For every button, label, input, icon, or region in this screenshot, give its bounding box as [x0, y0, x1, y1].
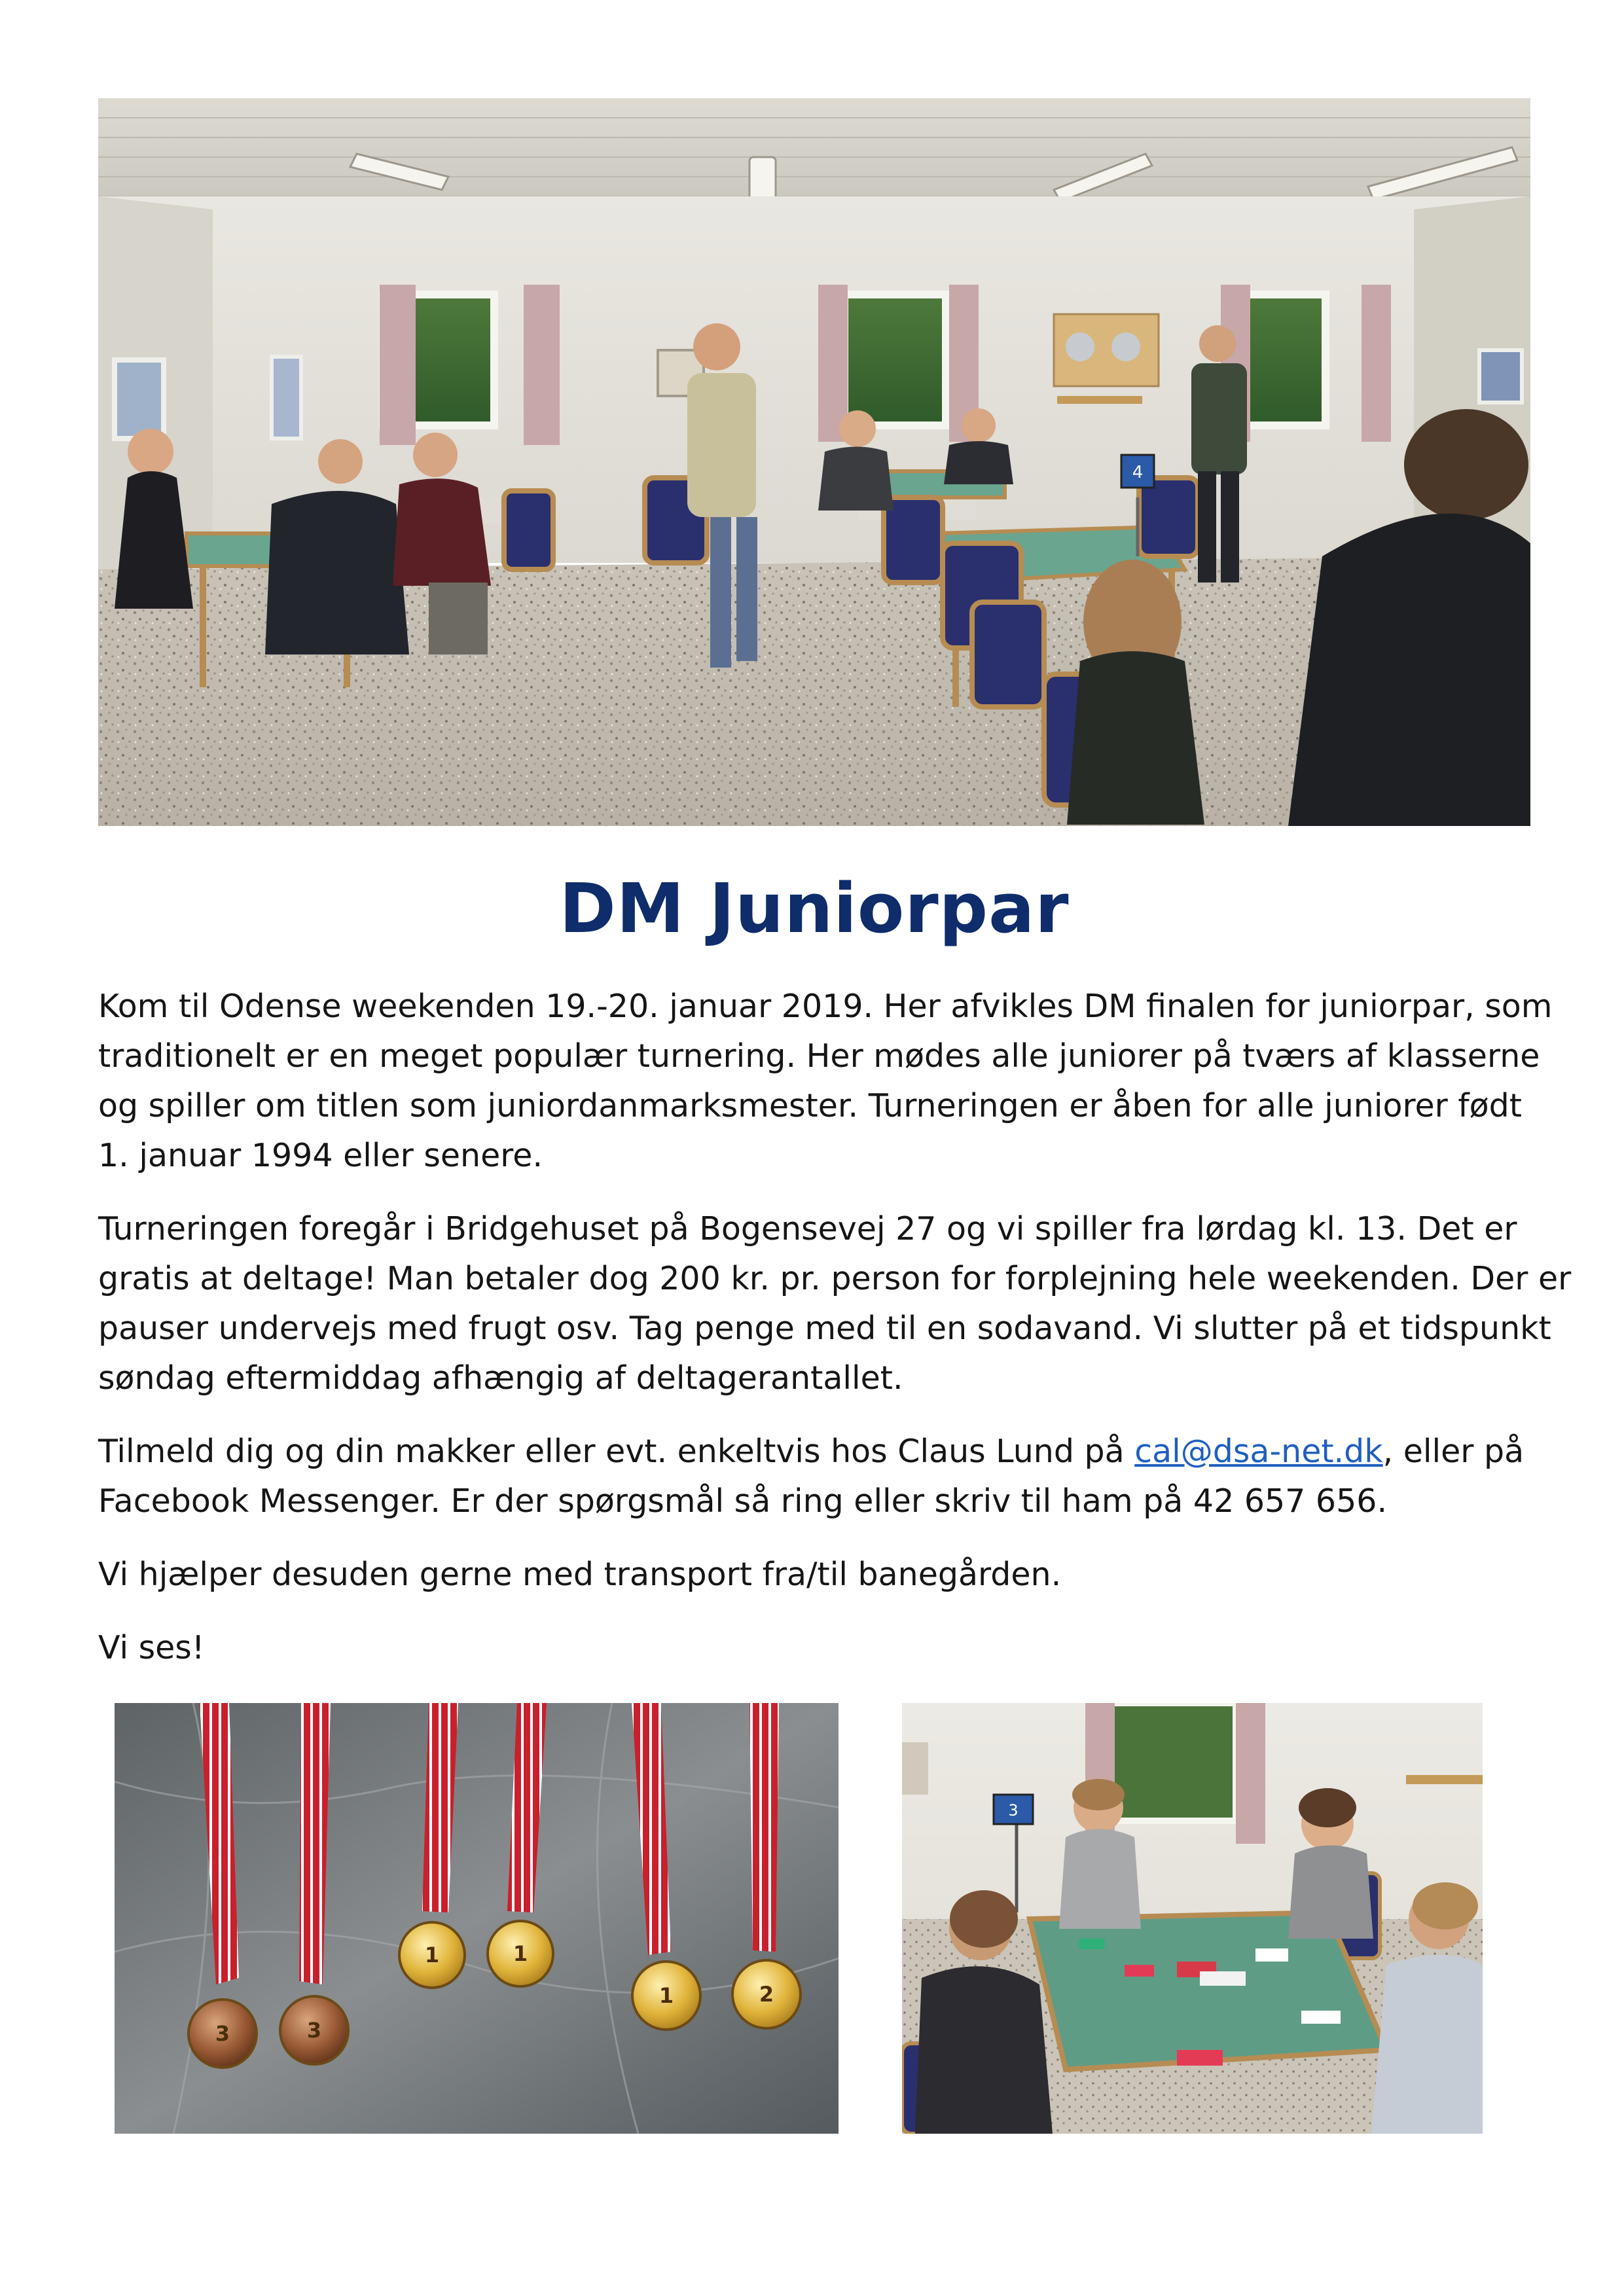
players-table-number: 3 [1008, 1801, 1019, 1820]
text-line: pauser undervejs med frugt osv. Tag penge med til en sodavand. Vi slutter på et tidspunkt [98, 1310, 1551, 1347]
email-link[interactable]: cal@dsa-net.dk [1134, 1433, 1383, 1470]
paragraph-transport [98, 1550, 1545, 1600]
tournament-hall-photo [98, 98, 1530, 826]
text-line: traditionelt er en meget populær turnering. Her mødes alle juniorer på tværs af klasserne [98, 1037, 1540, 1075]
signup-text: Tilmeld dig og din makker eller evt. enkeltvis hos Claus Lund på [98, 1433, 1135, 1470]
page-title: DM Juniorpar [559, 869, 1070, 948]
text-line: 1. januar 1994 eller senere. [98, 1137, 543, 1174]
medal-number: 1 [659, 1983, 674, 2008]
paragraph-intro [98, 982, 1553, 1181]
players-at-table-photo [902, 1703, 1483, 2134]
text-line: Facebook Messenger. Er der spørgsmål så ring eller skriv til ham på 42 657 656. [98, 1482, 1388, 1520]
text-line: søndag eftermiddag afhængig af deltagerantallet. [98, 1359, 903, 1397]
paragraph-signup [98, 1427, 1545, 1526]
text-line: Vi hjælper desuden gerne med transport fra/til banegården. [98, 1556, 1062, 1593]
signup-text-end: , eller på [1382, 1433, 1525, 1470]
article-body [98, 982, 1572, 1696]
medal-number: 1 [513, 1941, 528, 1966]
hall-table-number: 4 [1132, 463, 1144, 482]
text-line [98, 1427, 1545, 1477]
text-line: Turneringen foregår i Bridgehuset på Bogensevej 27 og vi spiller fra lørdag kl. 13. Det er [98, 1210, 1517, 1247]
medals-photo [115, 1703, 839, 2134]
text-line: Kom til Odense weekenden 19.-20. januar 2019. Her afvikles DM finalen for juniorpar, som [98, 988, 1553, 1025]
paragraph-venue [98, 1204, 1572, 1403]
text-line: Vi ses! [98, 1629, 205, 1666]
medal-number: 3 [306, 2018, 322, 2043]
medal-number: 1 [424, 1943, 440, 1967]
paragraph-closing [98, 1623, 1545, 1673]
medal-number: 2 [759, 1982, 774, 2007]
text-line: og spiller om titlen som juniordanmarksmester. Turneringen er åben for alle juniorer født [98, 1087, 1522, 1124]
text-line: gratis at deltage! Man betaler dog 200 kr. pr. person for forplejning hele weekenden. Der er [98, 1260, 1572, 1297]
medal-number: 3 [215, 2021, 230, 2046]
